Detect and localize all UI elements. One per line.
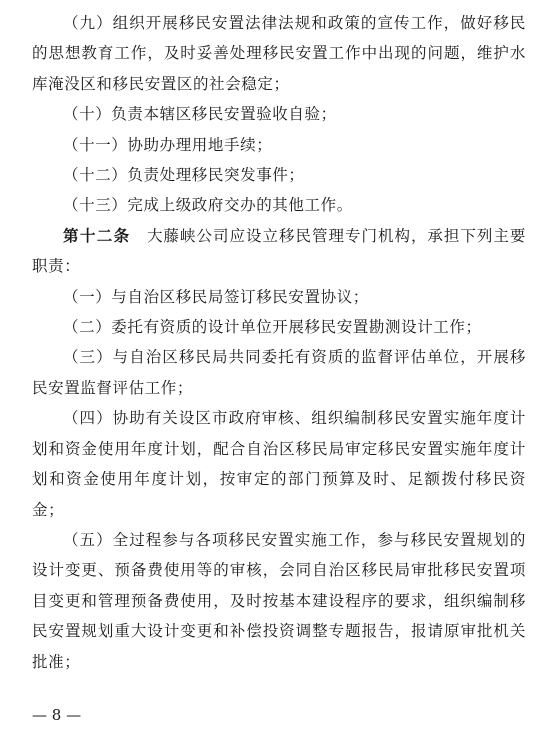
paragraph-item-11: （十一）协助办理用地手续； xyxy=(63,135,273,154)
paragraph-item-13: （十三）完成上级政府交办的其他工作。 xyxy=(63,196,353,215)
duty-item-3: （三）与自治区移民局共同委托有资质的监督评估单位，开展移民安置监督评估工作； xyxy=(32,348,526,397)
duty-item-1: （一）与自治区移民局签订移民安置协议； xyxy=(63,287,369,306)
paragraph-item-12: （十二）负责处理移民突发事件； xyxy=(63,166,305,185)
paragraph-item-9: （九）组织开展移民安置法律法规和政策的宣传工作，做好移民的思想教育工作，及时妥善处理移民安置工作中出现的问题，维护水库淹没区和移民安置区的社会稳定； xyxy=(32,14,526,93)
article-text: 大藤峡公司应设立移民管理专门机构，承担下列主要职责： xyxy=(32,226,526,276)
document-body xyxy=(32,8,526,677)
article-twelve xyxy=(32,221,526,282)
duty-item-2: （二）委托有资质的设计单位开展移民安置勘测设计工作； xyxy=(63,318,482,337)
duty-item-5: （五）全过程参与各项移民安置实施工作，参与移民安置规划的设计变更、预备费使用等的审核，会同自治区移民局审批移民安置项目变更和管理预备费使用，及时按基本建设程序的要求，组织编制移民安置规划重大设计变更和补偿投资调整专题报告，报请原审批机关批准； xyxy=(32,530,526,671)
paragraph-item-10: （十）负责本辖区移民安置验收自验； xyxy=(63,105,337,124)
duty-item-4: （四）协助有关设区市政府审核、组织编制移民安置实施年度计划和资金使用年度计划，配合自治区移民局审定移民安置实施年度计划和资金使用年度计划，按审定的部门预算及时、足额拨付移民资金； xyxy=(32,409,526,519)
page-number: — 8 — xyxy=(32,706,82,724)
article-title: 第十二条 xyxy=(63,225,131,245)
